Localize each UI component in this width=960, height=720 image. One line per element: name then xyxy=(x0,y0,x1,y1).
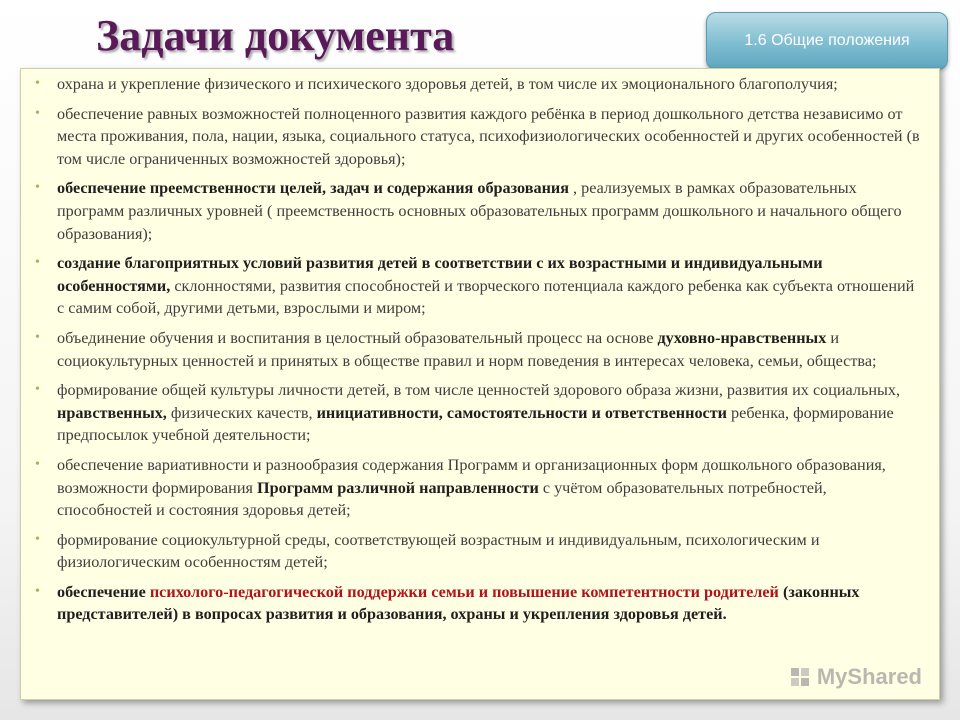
bullet-text-segment: инициативности, самостоятельности и ответственности xyxy=(316,403,727,422)
bullet-text-segment: объединение обучения и воспитания в целостный образовательный процесс на основе xyxy=(57,328,658,347)
bullet-item xyxy=(33,327,925,372)
bullet-text-segment: обеспечение вариативности и разнообразия содержания Программ и организационных форм дошкольного образования, возможности формирования xyxy=(57,455,886,497)
section-button-label: 1.6 Общие положения xyxy=(744,32,910,49)
bullet-text-segment: ребенка, формирование предпосылок учебной деятельности; xyxy=(57,403,894,445)
bullet-text-segment: психолого-педагогической поддержки семьи и повышение компетентности родителей xyxy=(149,582,779,601)
bullet-text-segment: физических качеств, xyxy=(166,403,317,422)
bullet-text-segment: обеспечение преемственности целей, задач и содержания образования xyxy=(57,179,569,198)
section-button[interactable] xyxy=(706,12,948,70)
bullet-text-segment: с учётом образовательных потребностей, способностей и состояния здоровья детей; xyxy=(57,478,827,520)
bullet-text-segment: обеспечение равных возможностей полноценного развития каждого ребёнка в период дошкольного детства независимо от места проживания, пола, нации, языка, социального статуса, психофизиологических особенностей и других особенностей (в том числе ограниченных возможностей здоровья); xyxy=(57,104,920,168)
content-panel xyxy=(20,68,940,700)
bullet-item xyxy=(33,73,925,96)
watermark-logo-icon xyxy=(789,666,811,688)
bullet-text-segment: формирование общей культуры личности детей, в том числе ценностей здорового образа жизни, развития их социальных, xyxy=(57,381,901,400)
bullet-item xyxy=(33,252,925,320)
bullet-text-segment: нравственных, xyxy=(57,403,167,422)
bullet-text-segment: обеспечение xyxy=(57,582,150,601)
bullet-list xyxy=(33,73,925,626)
bullet-text-segment: Программ различной направленности xyxy=(257,478,539,497)
bullet-text-segment: охрана и укрепление физического и психического здоровья детей, в том числе их эмоционального благополучия; xyxy=(57,75,838,93)
bullet-item xyxy=(33,379,925,447)
bullet-item xyxy=(33,177,925,245)
bullet-item xyxy=(33,103,925,171)
slide-title: Задачи документа xyxy=(96,11,455,60)
bullet-item xyxy=(33,529,925,574)
bullet-text-segment: духовно-нравственных xyxy=(657,328,827,347)
bullet-text-segment: формирование социокультурной среды, соответствующей возрастным и индивидуальным, психологическим и физиологическим особенностям детей; xyxy=(57,530,820,572)
bullet-item xyxy=(33,581,925,626)
watermark xyxy=(789,664,922,690)
bullet-text-segment: создание благоприятных условий развития детей в соответствии с их возрастными и индивидуальными особенностями, xyxy=(57,254,823,295)
bullet-item xyxy=(33,454,925,522)
bullet-text-segment: склонностями, развития способностей и творческого потенциала каждого ребенка как субъекта отношений с самим собой, другими детьми, взрослыми и миром; xyxy=(57,276,915,318)
watermark-text: MyShared xyxy=(816,664,922,689)
bullet-text-segment: , реализуемых в рамках образовательных программ различных уровней ( преемственность основных образовательных программ дошкольного и начального общего образования); xyxy=(57,179,902,243)
bullet-text-segment: и социокультурных ценностей и принятых в обществе правил и норм поведения в интересах человека, семьи, общества; xyxy=(57,328,877,370)
bullet-text-segment: (законных представителей) в вопросах развития и образования, охраны и укрепления здоровья детей. xyxy=(57,582,860,624)
